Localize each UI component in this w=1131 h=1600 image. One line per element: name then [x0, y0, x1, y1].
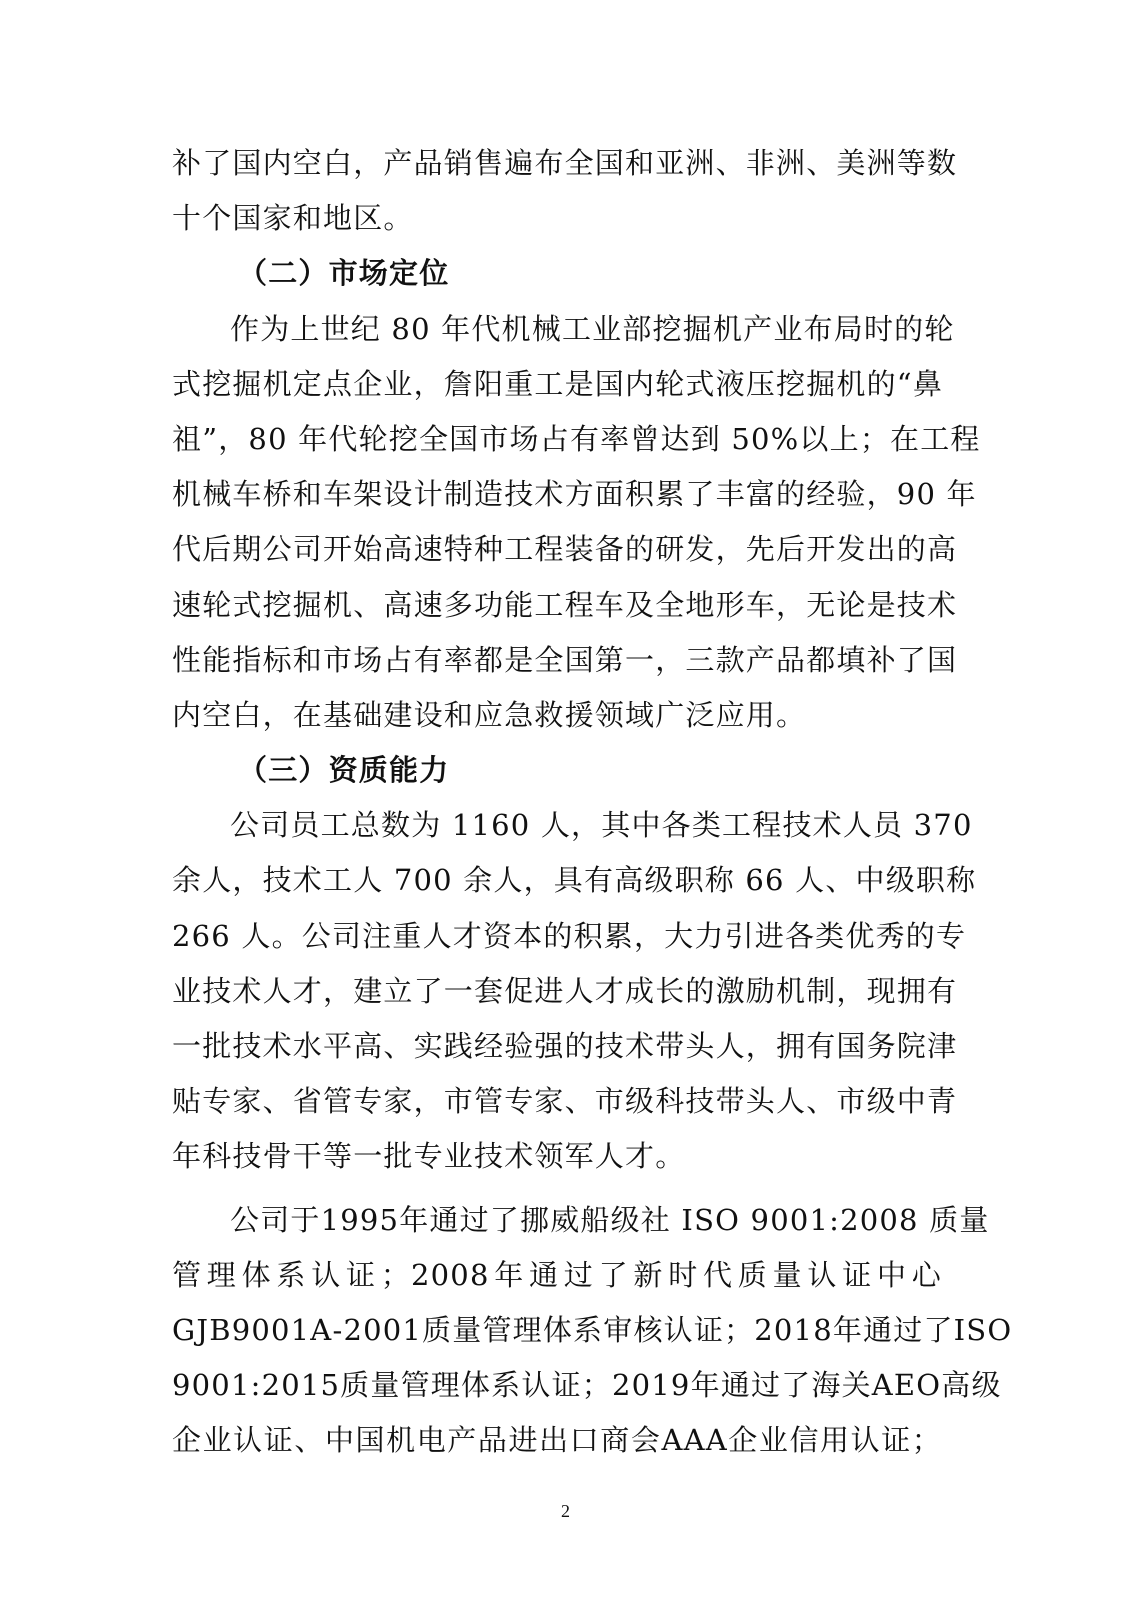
paragraph-gap [172, 1185, 942, 1193]
section-heading-market-positioning: （二）市场定位 [238, 256, 450, 291]
paragraph-line: 机械车桥和车架设计制造技术方面积累了丰富的经验，90 年 [172, 477, 977, 512]
section-heading-qualifications: （三）资质能力 [238, 753, 450, 788]
paragraph-line: 企业认证、中国机电产品进出口商会AAA企业信用认证； [172, 1423, 942, 1458]
paragraph-line: 一批技术水平高、实践经验强的技术带头人，拥有国务院津 [172, 1029, 958, 1063]
paragraph-line: 式挖掘机定点企业，詹阳重工是国内轮式液压挖掘机的“鼻 [172, 366, 944, 401]
paragraph-line: 266 人。公司注重人才资本的积累，大力引进各类优秀的专 [172, 918, 967, 953]
paragraph-line: 9001:2015质量管理体系认证；2019年通过了海关AEO高级 [172, 1368, 1002, 1403]
page-number: 2 [561, 1501, 570, 1521]
paragraph-line: 祖”，80 年代轮挖全国市场占有率曾达到 50%以上；在工程 [172, 421, 981, 456]
paragraph-line: 公司员工总数为 1160 人，其中各类工程技术人员 370 [230, 808, 973, 843]
paragraph-line: 速轮式挖掘机、高速多功能工程车及全地形车，无论是技术 [172, 587, 958, 622]
paragraph-line: 性能指标和市场占有率都是全国第一，三款产品都填补了国 [172, 642, 958, 677]
paragraph-line: 公司于1995年通过了挪威船级社 ISO 9001:2008 质量 [230, 1202, 990, 1237]
paragraph-line: 贴专家、省管专家，市管专家、市级科技带头人、市级中青 [172, 1084, 958, 1119]
paragraph-line: 业技术人才，建立了一套促进人才成长的激励机制，现拥有 [172, 973, 958, 1008]
paragraph-line: 年科技骨干等一批专业技术领军人才。 [172, 1139, 686, 1174]
paragraph-line: 管理体系认证；2008年通过了新时代质量认证中心 [172, 1257, 942, 1292]
paragraph-line: 作为上世纪 80 年代机械工业部挖掘机产业布局时的轮 [230, 311, 955, 346]
body-text [172, 136, 1013, 1469]
paragraph-line: GJB9001A-2001质量管理体系审核认证；2018年通过了ISO [172, 1312, 1013, 1347]
paragraph-line: 余人，技术工人 700 余人，具有高级职称 66 人、中级职称 [172, 863, 977, 898]
paragraph-line: 代后期公司开始高速特种工程装备的研发，先后开发出的高 [172, 532, 958, 567]
paragraph-line: 内空白，在基础建设和应急救援领域广泛应用。 [172, 697, 807, 732]
paragraph-line: 十个国家和地区。 [172, 201, 414, 236]
paragraph-line: 补了国内空白，产品销售遍布全国和亚洲、非洲、美洲等数 [172, 146, 958, 180]
